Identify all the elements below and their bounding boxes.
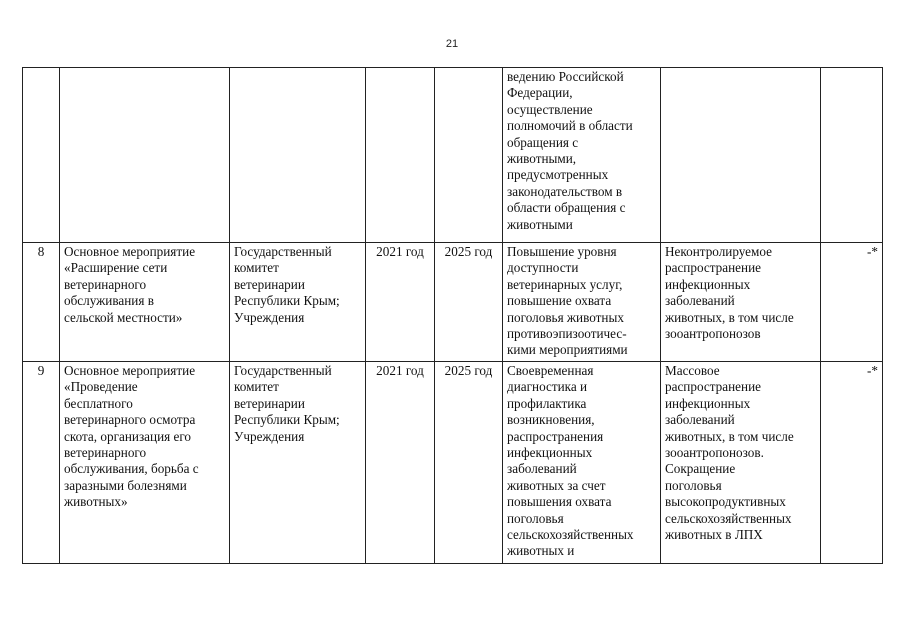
executor-cell [230,243,366,362]
expected-result-cell [503,362,661,564]
cell-text-line: животных» [64,494,128,510]
cell-text-line: Федерации, [507,85,573,101]
cell-text-line: заразными болезнями [64,477,187,493]
consequence-cell [661,68,821,243]
cell-text-line: Массовое [665,363,720,378]
cell-text: 9 [37,363,45,378]
cell-text-line: скота, организация его [64,428,192,444]
cell-text-line: кими мероприятиями [507,342,628,358]
cell-text-line: ведению Российской [507,69,624,84]
cell-text-line: доступности [507,260,579,276]
cell-text-line: поголовья [665,477,722,493]
measure-name-cell [60,362,230,564]
table-row [23,243,883,362]
cell-text-line: Своевременная [507,363,594,378]
end-year-cell [435,243,503,362]
table-row [23,68,883,243]
cell-text-line: заболеваний [665,412,735,428]
executor-cell [230,68,366,243]
cell-text-line: инфекционных [507,445,593,461]
indicator-value-cell [821,362,883,564]
cell-text-line: Основное мероприятие [64,244,196,259]
consequence-cell [661,362,821,564]
measure-name-cell [60,243,230,362]
cell-text-line: Государственный [234,363,332,378]
cell-text-line: ветеринарного [64,445,147,461]
cell-text-line: заболеваний [507,461,577,477]
cell-text-line: комитет [234,379,279,395]
cell-text-line: повышение охвата [507,293,612,309]
cell-text: 8 [37,244,45,259]
cell-text-line: заболеваний [665,293,735,309]
cell-text-line: животными, [507,151,577,167]
cell-text-line: животных за счет [507,477,606,493]
start-year-cell [366,243,435,362]
cell-text: 2021 год [376,244,424,259]
consequence-cell [661,243,821,362]
cell-text-line: Учреждения [234,428,305,444]
indicator-value-cell [821,243,883,362]
cell-text-line: возникновения, [507,412,595,428]
cell-text-line: Учреждения [234,309,305,325]
cell-text: 2025 год [444,244,493,259]
cell-text-line: животных, в том числе [665,309,794,325]
executor-cell [230,362,366,564]
cell-text: -* [867,244,878,259]
measures-table [22,67,883,564]
cell-text-line: инфекционных [665,276,751,292]
cell-text: -* [867,363,878,378]
cell-text-line: распространения [507,428,604,444]
cell-text-line: профилактика [507,395,587,411]
cell-text: 2021 год [376,363,424,378]
cell-text-line: повышения охвата [507,494,612,510]
cell-text-line: диагностика и [507,379,588,395]
cell-text: 2025 год [444,363,493,378]
cell-text-line: обслуживания, борьба с [64,461,199,477]
cell-text-line: Повышение уровня [507,244,617,259]
cell-text-line: области обращения с [507,200,626,216]
cell-text-line: зооантропонозов [665,326,761,342]
cell-text-line: сельской местности» [64,309,183,325]
expected-result-cell [503,68,661,243]
cell-text-line: сельскохозяйственных [507,527,634,543]
row-number-cell [23,68,60,243]
cell-text-line: полномочий в области [507,118,633,134]
end-year-cell [435,68,503,243]
cell-text-line: животными [507,216,573,232]
cell-text-line: комитет [234,260,279,276]
cell-text-line: Республики Крым; [234,412,340,428]
cell-text-line: «Проведение [64,379,138,395]
measure-name-cell [60,68,230,243]
cell-text-line: осуществление [507,101,593,117]
cell-text-line: животных в ЛПХ [665,527,763,543]
cell-text-line: Государственный [234,244,332,259]
cell-text-line: Сокращение [665,461,736,477]
cell-text-line: животных и [507,543,575,559]
cell-text-line: зооантропонозов. [665,445,764,461]
table-row [23,362,883,564]
cell-text-line: обращения с [507,134,579,150]
cell-text-line: инфекционных [665,395,751,411]
cell-text-line: ветеринарного [64,276,147,292]
cell-text-line: распространение [665,379,761,395]
end-year-cell [435,362,503,564]
cell-text-line: ветеринарии [234,395,305,411]
cell-text-line: бесплатного [64,395,133,411]
cell-text-line: обслуживания в [64,293,154,309]
cell-text-line: поголовья [507,510,564,526]
cell-text-line: поголовья животных [507,309,624,325]
cell-text-line: ветеринарных услуг, [507,276,623,292]
cell-text-line: высокопродуктивных [665,494,786,510]
row-number-cell [23,243,60,362]
cell-text-line: Неконтролируемое [665,244,772,259]
row-number-cell [23,362,60,564]
cell-text-line: животных, в том числе [665,428,794,444]
cell-text-line: противоэпизоотичес- [507,326,627,342]
cell-text-line: законодательством в [507,183,623,199]
cell-text-line: ветеринарии [234,276,305,292]
cell-text-line: «Расширение сети [64,260,168,276]
cell-text-line: ветеринарного осмотра [64,412,196,428]
cell-text-line: Основное мероприятие [64,363,196,378]
cell-text-line: Республики Крым; [234,293,340,309]
cell-text-line: предусмотренных [507,167,609,183]
start-year-cell [366,68,435,243]
page-number: 21 [445,38,459,50]
indicator-value-cell [821,68,883,243]
start-year-cell [366,362,435,564]
cell-text-line: сельскохозяйственных [665,510,792,526]
expected-result-cell [503,243,661,362]
cell-text-line: распространение [665,260,761,276]
